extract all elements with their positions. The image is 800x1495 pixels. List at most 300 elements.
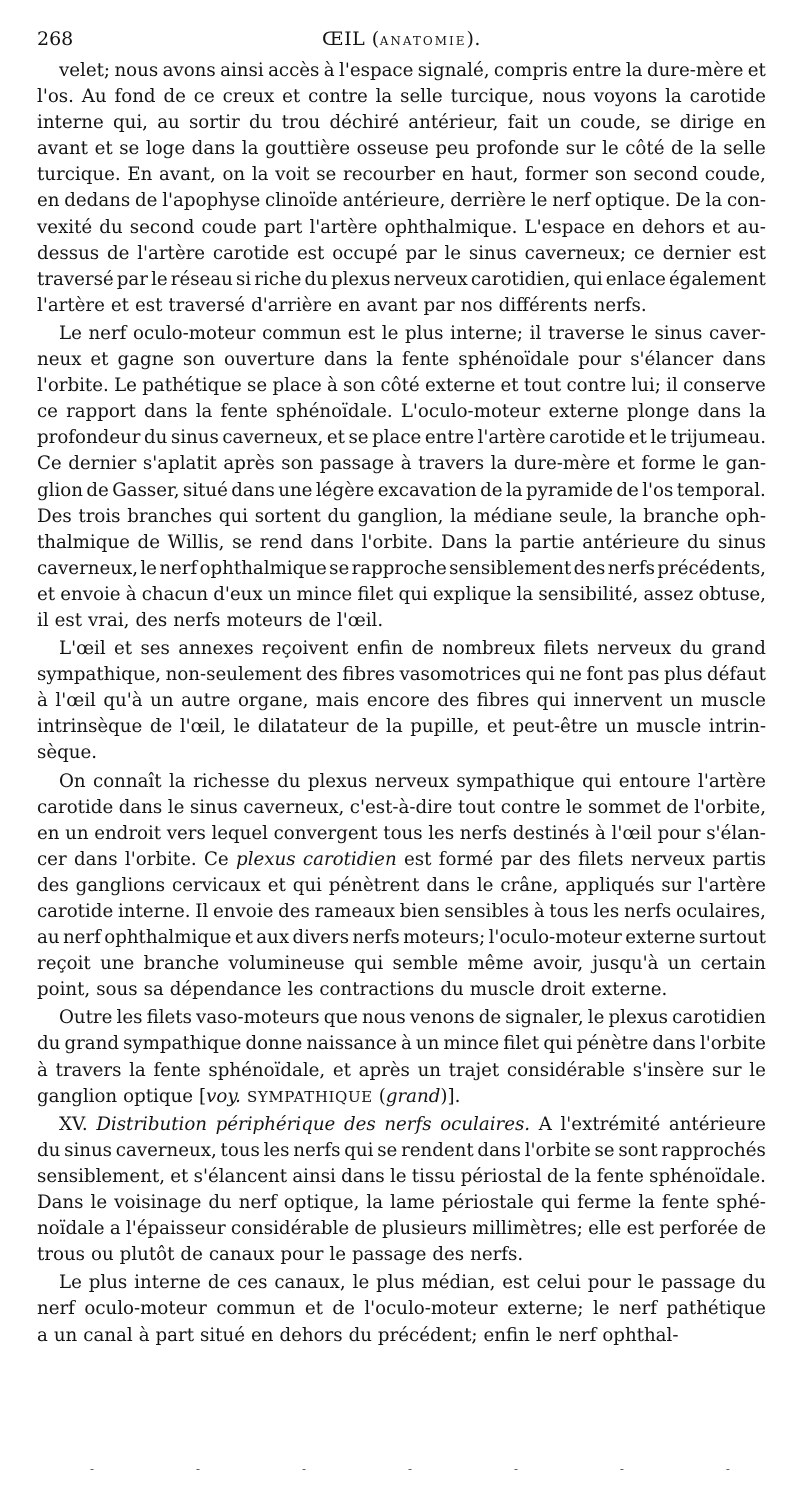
word: un <box>415 1033 440 1055</box>
word: précédents, <box>657 557 766 579</box>
word: encore <box>366 690 430 712</box>
word: situé <box>182 479 228 501</box>
word: l'artère <box>697 874 766 896</box>
word: l'orbite. <box>361 531 434 553</box>
text-line <box>37 1138 766 1164</box>
word: carotidien <box>672 1007 766 1029</box>
word: fente <box>662 1192 710 1214</box>
word: trijumeau. <box>670 427 766 449</box>
word: ganglion <box>37 1085 118 1107</box>
page <box>37 28 766 1349</box>
word: s'élancent <box>193 1165 288 1187</box>
word: rameaux <box>314 901 395 922</box>
word: sinus <box>189 796 238 818</box>
word: côté <box>380 375 420 397</box>
word: carotidien, <box>470 268 571 290</box>
word: de <box>106 242 130 264</box>
word: dans <box>652 1033 696 1055</box>
word: qui <box>398 583 428 605</box>
text-line <box>37 1296 766 1322</box>
word: contre <box>500 796 561 818</box>
word: de <box>666 796 689 818</box>
word: vers <box>166 822 206 844</box>
word: se <box>594 1139 615 1161</box>
word: En <box>127 164 153 186</box>
word: nerfs <box>624 901 672 922</box>
word: au <box>37 927 60 949</box>
word: à <box>327 375 338 397</box>
word: nerf <box>552 190 591 212</box>
word: dans <box>231 479 275 501</box>
word: con- <box>726 190 766 212</box>
word: sensibles <box>444 901 529 922</box>
footer-dash: - <box>619 1462 624 1476</box>
word: la <box>700 138 717 160</box>
word: appliqués <box>565 874 655 896</box>
text-line <box>37 714 766 740</box>
word: a <box>37 1324 48 1346</box>
word: à <box>533 901 545 922</box>
word: du <box>144 427 168 449</box>
word: est <box>502 1272 530 1294</box>
word: et <box>234 927 253 949</box>
word: la <box>490 453 508 475</box>
word: derrière <box>450 190 527 212</box>
word: et <box>628 427 647 449</box>
word: optique <box>123 1085 193 1107</box>
word: lui; <box>631 375 661 397</box>
word: plutôt <box>119 1244 175 1266</box>
word: nerfs <box>459 822 508 844</box>
word: des <box>37 874 69 896</box>
word: de <box>137 531 160 553</box>
word: et <box>486 716 505 738</box>
word: fente <box>153 1059 201 1081</box>
word: assez <box>643 583 694 605</box>
word: et <box>114 638 133 660</box>
word: plexus <box>236 848 296 870</box>
word: plus <box>88 1272 128 1294</box>
word: ainsi <box>292 1165 336 1187</box>
word: l'os. <box>37 86 74 108</box>
word: dilatateur <box>257 716 349 738</box>
word: trou <box>281 112 321 134</box>
word: et <box>110 294 129 316</box>
footer-dash: - <box>725 1462 730 1476</box>
word: se <box>316 164 337 186</box>
word: nous <box>542 86 586 108</box>
word: second <box>129 216 195 238</box>
word: la <box>195 401 213 423</box>
word: tout <box>457 796 496 818</box>
word: signalé, <box>417 60 490 81</box>
text-line <box>37 162 766 188</box>
word: non-seulement <box>165 664 302 686</box>
text-line <box>37 1112 766 1138</box>
text-line <box>37 399 766 425</box>
word: pour <box>587 1272 631 1294</box>
word: travers <box>418 453 485 475</box>
word: destinés <box>512 822 590 844</box>
word: ces <box>237 1272 268 1294</box>
word: commun <box>262 322 342 344</box>
word: caverneux; <box>524 242 626 264</box>
word: naissance <box>306 1033 397 1055</box>
word: différents <box>498 294 588 316</box>
word: droit <box>540 979 586 1001</box>
word: sphénoïdale. <box>649 1165 766 1187</box>
word: le <box>329 1244 346 1266</box>
word: dans <box>477 1139 521 1161</box>
word: excavation <box>377 479 477 501</box>
word: se <box>348 427 369 449</box>
word: du <box>687 531 711 553</box>
word: sortent <box>254 505 321 527</box>
word: externe; <box>507 1298 584 1320</box>
word: nerfs <box>173 609 221 631</box>
word: carotide <box>37 901 114 922</box>
text-line <box>37 1190 766 1216</box>
word: nombreux <box>442 638 536 660</box>
word: un <box>267 583 292 605</box>
word: en <box>612 216 635 238</box>
text-line <box>37 373 766 399</box>
word: dans <box>426 874 470 896</box>
word: nerf <box>62 927 101 949</box>
word: autre <box>181 690 231 712</box>
word: clinoïde <box>265 190 338 212</box>
word: l'artère <box>137 242 206 264</box>
text-line <box>37 1216 766 1242</box>
word: l'apophyse <box>162 190 261 212</box>
word: la <box>749 401 766 423</box>
word: coude, <box>704 164 766 186</box>
word: après <box>358 1059 410 1081</box>
word: ouverture <box>224 349 315 371</box>
word: sphé- <box>716 1192 766 1214</box>
body-text <box>37 58 766 1349</box>
word: la <box>665 86 682 108</box>
word: seule, <box>559 505 614 527</box>
word: haut, <box>470 164 519 186</box>
word: nerf <box>619 1298 657 1320</box>
word: rapproche <box>351 557 447 579</box>
word: de <box>743 1218 766 1240</box>
word: L'œil <box>59 638 106 660</box>
word: enfin <box>483 1324 530 1346</box>
word: filet <box>503 1033 540 1055</box>
text-line <box>37 293 766 319</box>
word: une <box>100 953 135 975</box>
word: dernier <box>662 242 731 264</box>
word: cervicaux <box>172 874 261 896</box>
word: mais <box>315 690 360 712</box>
word: caverneux, <box>115 1139 217 1161</box>
word: le <box>444 242 462 264</box>
text-line <box>37 1058 766 1084</box>
word: le <box>352 1272 370 1294</box>
word: entre <box>424 427 475 449</box>
word: la <box>625 60 643 81</box>
word: intrinsèque <box>37 716 143 738</box>
word: mince <box>296 583 353 605</box>
word: selle <box>723 138 766 160</box>
word: nerfs. <box>593 294 647 316</box>
word: c'est-à-dire <box>349 796 453 818</box>
word: périostal <box>460 1165 542 1187</box>
word: les <box>263 1139 290 1161</box>
word: muscle <box>636 716 702 738</box>
word: une <box>278 479 313 501</box>
word: Distribution <box>96 1113 208 1135</box>
text-line <box>37 1323 766 1349</box>
word: ophthalmique <box>104 927 232 949</box>
word: temporal. <box>676 479 766 501</box>
word: vrai, <box>88 609 130 631</box>
word: s'élan- <box>706 822 766 844</box>
word: formé <box>438 848 494 870</box>
word: oculo-moteur <box>84 1298 207 1320</box>
word: le <box>381 322 399 344</box>
text-line <box>37 1270 766 1296</box>
word: médian, <box>421 1272 496 1294</box>
word: plexus <box>307 770 368 792</box>
word: du <box>327 505 351 527</box>
word: entoure <box>618 770 691 792</box>
word: du <box>249 112 273 134</box>
word: le <box>637 1272 655 1294</box>
word: en <box>441 164 465 186</box>
word: son <box>281 453 314 475</box>
word: oculaires. <box>440 1113 531 1135</box>
word: à <box>400 1033 412 1055</box>
text-line <box>37 241 766 267</box>
word: reçoivent <box>261 638 349 660</box>
word: Dans <box>37 1192 84 1214</box>
word: interne; <box>450 322 524 344</box>
word: avoir, <box>532 953 584 975</box>
text-line <box>37 740 766 766</box>
word: nous <box>361 1007 406 1029</box>
word: dessus <box>37 242 100 264</box>
word: avant <box>366 294 418 316</box>
word: carotide <box>689 86 766 108</box>
text-line <box>37 84 766 110</box>
word: l'œil <box>611 822 652 844</box>
word: caverneux, <box>37 557 138 579</box>
word: réseau <box>170 268 233 290</box>
word: Ce <box>204 848 229 870</box>
word: et <box>332 1059 351 1081</box>
word: perforée <box>659 1218 739 1240</box>
word: Il <box>195 901 209 922</box>
footer-dash: - <box>195 1462 201 1476</box>
word: l'orbite <box>524 1139 591 1161</box>
word: noïdale <box>37 1218 105 1240</box>
text-line <box>37 662 766 688</box>
word: annexes <box>178 638 254 660</box>
word: nerfs. <box>470 1244 524 1266</box>
word: des <box>278 901 310 922</box>
word: est <box>738 242 766 264</box>
word: nerf <box>88 322 127 344</box>
text-line <box>37 821 766 847</box>
word: l'os <box>642 479 674 501</box>
word: tous <box>383 822 423 844</box>
word: fente <box>220 401 268 423</box>
word: pathétique <box>142 375 242 397</box>
word: le <box>151 268 168 290</box>
word: plonge <box>626 401 690 423</box>
word: pénètrent <box>328 874 420 896</box>
word: les <box>287 979 314 1001</box>
word: sinus <box>718 531 766 553</box>
word: carotide <box>212 242 290 264</box>
word: dirige <box>679 112 735 134</box>
word: les <box>428 822 455 844</box>
word: et <box>616 453 635 475</box>
word: voyons <box>593 86 658 108</box>
word: sympathique <box>456 770 575 792</box>
word: osseuse <box>356 138 429 160</box>
word: considérable <box>230 1218 350 1240</box>
word: gouttière <box>265 138 351 160</box>
word: l'épaisseur <box>125 1218 226 1240</box>
word: On <box>59 770 86 792</box>
word: déchiré <box>329 112 400 134</box>
word: Ce <box>37 453 62 475</box>
word: plexus <box>608 1007 669 1029</box>
text-line <box>37 977 766 1003</box>
text-line <box>37 58 766 84</box>
word: passage <box>319 453 395 475</box>
word: Outre <box>59 1007 113 1029</box>
footer-dash: - <box>301 1462 307 1476</box>
word: peu <box>435 138 470 160</box>
word: trous <box>37 1244 85 1266</box>
word: et <box>304 1298 323 1320</box>
word: de <box>478 1007 502 1029</box>
word: dans <box>310 531 354 553</box>
word: peut-être <box>512 716 598 738</box>
word: l'oculo-moteur <box>364 1298 498 1320</box>
word: et <box>90 349 109 371</box>
word: interne <box>134 1272 201 1294</box>
word: l'espace <box>339 60 414 81</box>
word: de <box>180 1244 203 1266</box>
text-line <box>37 951 766 977</box>
footer-dash: - <box>513 1462 518 1476</box>
word: l'artère <box>309 216 378 238</box>
word: le <box>592 1298 610 1320</box>
word: dure-mère <box>513 453 611 475</box>
word: de <box>480 479 503 501</box>
word: second <box>633 164 699 186</box>
text-line <box>37 847 766 873</box>
word: dans <box>118 796 163 818</box>
word: pénètre <box>576 1033 649 1055</box>
word: du <box>348 1324 372 1346</box>
word: oculaires, <box>676 901 766 922</box>
word: ou <box>91 1244 114 1266</box>
footer-marks <box>90 1462 730 1476</box>
text-line <box>37 1242 766 1268</box>
word: après <box>223 453 275 475</box>
word: place <box>372 427 422 449</box>
word: en <box>37 190 60 212</box>
word: dernier <box>68 453 137 475</box>
word: par <box>405 242 437 264</box>
word: filets <box>578 848 624 870</box>
word: des <box>539 848 571 870</box>
word: de <box>308 609 331 631</box>
word: sphénoïdale, <box>208 1059 326 1081</box>
word: il <box>37 609 49 631</box>
word: son <box>594 164 627 186</box>
word: de <box>163 86 186 108</box>
word: ganglion, <box>357 505 444 527</box>
word: riche <box>254 268 302 290</box>
word: externe. <box>591 979 668 1001</box>
word: externe <box>424 375 496 397</box>
word: dépendance <box>169 979 282 1001</box>
word: turcique, <box>450 86 535 108</box>
word: dans <box>697 401 742 423</box>
word: coude, <box>580 112 642 134</box>
word: Dans <box>441 531 488 553</box>
word: pour <box>280 1244 324 1266</box>
word: nerfs <box>293 1139 341 1161</box>
word: sortir <box>188 112 240 134</box>
text-line <box>37 347 766 373</box>
word: pour <box>578 349 622 371</box>
word: l'artère <box>37 294 105 316</box>
word: à <box>323 60 335 81</box>
word: muscle <box>469 979 535 1001</box>
word: sous <box>96 979 138 1001</box>
footer-dash: - <box>90 1462 95 1476</box>
word: antérieur, <box>408 112 499 134</box>
word: tous <box>220 1139 260 1161</box>
word: [voy. <box>198 1085 241 1107</box>
text-line <box>37 582 766 608</box>
word: vexité <box>37 216 93 238</box>
word: contractions <box>319 979 435 1001</box>
word: l'orbite <box>699 1033 766 1055</box>
word: recourber <box>343 164 436 186</box>
word: Willis, <box>167 531 225 553</box>
word: un <box>53 1324 78 1346</box>
word: partis <box>712 848 766 870</box>
word: se <box>247 375 268 397</box>
word: est <box>347 322 376 344</box>
word: (grand)]. <box>378 1085 461 1107</box>
word: nos <box>460 294 493 316</box>
word: L'oculo-moteur <box>400 401 541 423</box>
word: la <box>168 770 186 792</box>
word: le <box>587 1007 605 1029</box>
word: semble <box>392 953 459 975</box>
word: d'arrière <box>251 294 332 316</box>
word: velet; <box>59 60 111 81</box>
word: fond <box>114 86 156 108</box>
word: profonde <box>476 138 560 160</box>
word: loge <box>145 138 186 160</box>
word: s'aplatit <box>142 453 217 475</box>
word: passage <box>661 1272 736 1294</box>
word: XV. <box>59 1113 88 1135</box>
word: externe <box>548 401 619 423</box>
